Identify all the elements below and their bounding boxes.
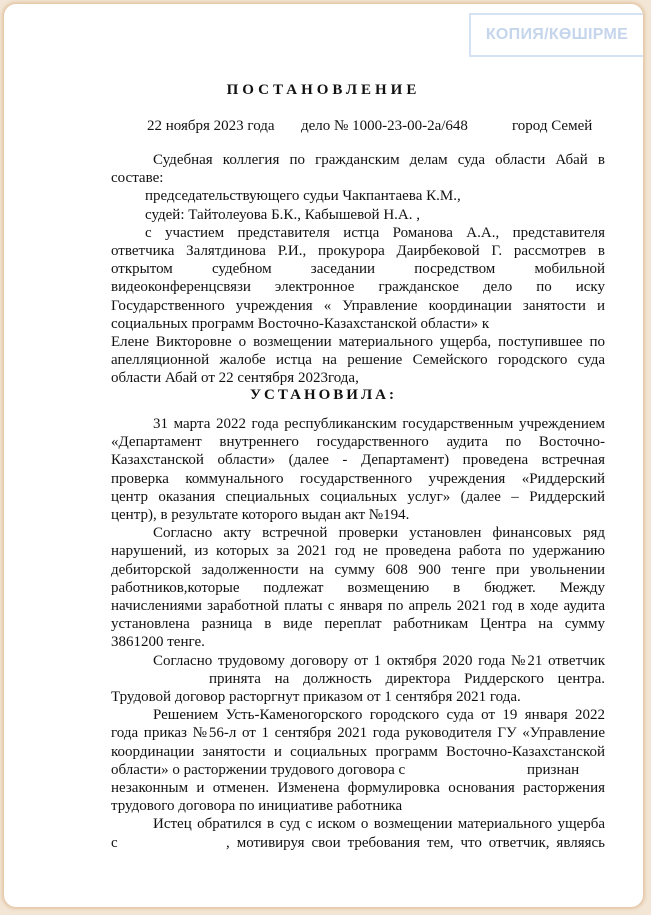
text-line: 3861200 тенге. [111, 634, 205, 651]
intro-line: социальных программ Восточно-Казахстанской области» к [111, 315, 490, 332]
text-line: 31 марта 2022 года республиканским государственным учреждением [153, 416, 605, 432]
text-line: дебиторской задолженности на сумму 608 900 тенге при увольнении [111, 561, 605, 578]
intro-line: ответчика Залятдинова Р.И., прокурора Даирбековой Г. рассмотрев в [111, 243, 605, 260]
text-line: Согласно трудовому договору от 1 октября 2020 года №21 ответчик [153, 652, 605, 669]
intro-line: Елене Викторовне о возмещении материального ущерба, поступившее по [111, 334, 605, 351]
copy-stamp: КОПИЯ/КӨШІРМЕ [469, 13, 643, 57]
text-line: года приказ №56-л от 1 сентября 2021 года руководителя ГУ «Управление [111, 725, 605, 742]
text-line: центр оказания специальных социальных услуг» (далее – Риддерский [111, 488, 605, 505]
text-line: принята на должность директора Риддерского центра. [209, 670, 605, 687]
intro-line: открытом судебном заседании посредством мобильной [111, 261, 605, 278]
text-line: Казахстанской области» (далее - Департамент) проведена встречная [111, 452, 605, 469]
intro-block [111, 151, 605, 388]
text-fragment: , мотивируя свои требования тем, что ответчик, являясь [226, 834, 605, 851]
text-line: установлена разница в виде переплат работникам Центра на сумму [111, 616, 605, 633]
document-page [4, 4, 643, 907]
intro-line: апелляционной жалобе истца на решение Семейского городского суда [111, 352, 605, 369]
intro-line: видеоконференцсвязи электронное гражданское дело по иску [111, 279, 605, 296]
text-line: Согласно акту встречной проверки установлен финансовых ряд [153, 525, 605, 542]
text-fragment: признан [527, 761, 580, 778]
text-line: Трудовой договор расторгнут приказом от 1 сентября 2021 года. [111, 689, 521, 706]
text-line: нарушений, из которых за 2021 год не проведена работа по удержанию [111, 543, 605, 560]
intro-line: Государственного учреждения « Управление координации занятости и [111, 297, 605, 314]
document-city: город Семей [512, 118, 593, 134]
text-line: центр), в результате которого выдан акт №194. [111, 507, 410, 524]
text-line [111, 834, 605, 852]
text-line: «Департамент внутреннего государственного аудита по Восточно- [111, 434, 605, 451]
document-date: 22 ноября 2023 года [147, 118, 275, 134]
intro-line: судей: Тайтолеуова Б.К., Кабышевой Н.А. , [145, 206, 420, 223]
intro-line: составе: [111, 170, 164, 187]
case-number: дело № 1000-23-00-2а/648 [301, 118, 468, 134]
intro-line: председательствующего судьи Чакпантаева К.М., [145, 188, 461, 205]
document-title: ПОСТАНОВЛЕНИЕ [226, 82, 421, 98]
text-line: начислениями заработной платы с января по апрель 2021 год в ходе аудита [111, 598, 605, 615]
section-heading: УСТАНОВИЛА: [250, 387, 397, 403]
text-line: трудового договора по инициативе работника [111, 798, 403, 815]
text-line: Истец обратился в суд с иском о возмещении материального ущерба [153, 816, 605, 833]
intro-line: с участием представителя истца Романова А.А., представителя [145, 224, 605, 241]
text-line [111, 761, 605, 779]
text-fragment: области» о расторжении трудового договора с [111, 761, 406, 778]
intro-line: области Абай от 22 сентября 2023года, [111, 370, 359, 387]
text-line: незаконным и отменен. Изменена формулировка основания расторжения [111, 780, 605, 797]
text-line: координации занятости и социальных программ Восточно-Казахстанской [111, 743, 605, 760]
text-fragment: с [111, 834, 118, 851]
text-line: работников,которые подлежат возмещению в бюджет. Между [111, 579, 605, 596]
text-line: Решением Усть-Каменогорского городского суда от 19 января 2022 [153, 707, 605, 724]
text-line: проверка коммунального государственного учреждения «Риддерский [111, 470, 605, 487]
intro-line: Судебная коллегия по гражданским делам суда области Абай в [153, 152, 605, 168]
main-text [111, 415, 605, 852]
